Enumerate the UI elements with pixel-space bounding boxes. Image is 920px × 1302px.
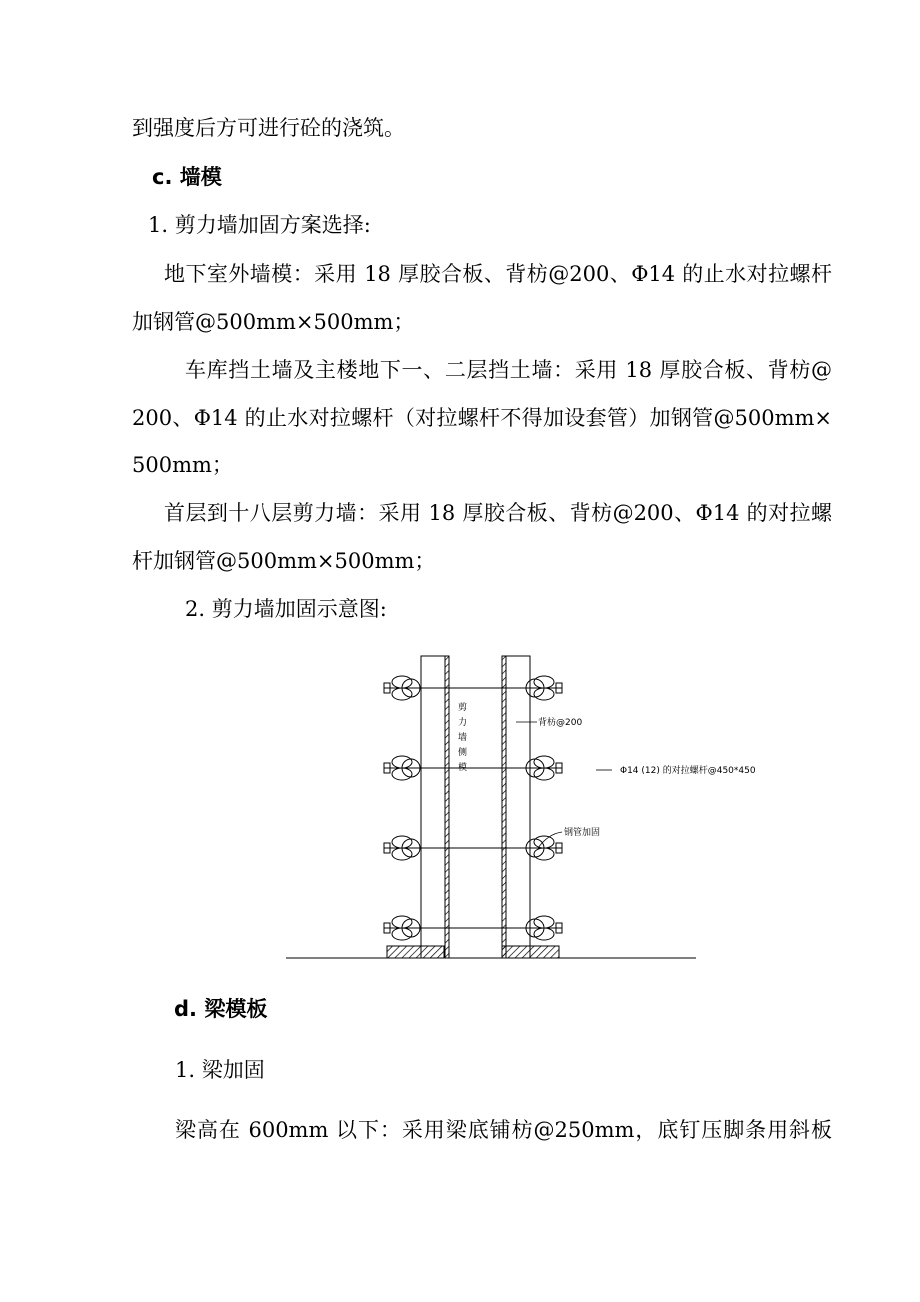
paragraph-floors-line2: 杆加钢管@500mm×500mm；	[132, 549, 436, 573]
tie-rod-row-3	[384, 836, 562, 860]
svg-text:剪: 剪	[458, 703, 468, 713]
paragraph-garage-line1: 车库挡土墙及主楼地下一、二层挡土墙：采用 18 厚胶合板、背枋@	[185, 358, 832, 382]
paragraph-garage-line3: 500mm；	[132, 453, 233, 477]
svg-text:模: 模	[458, 763, 468, 773]
label-tie-rod: Φ14 (12) 的对拉螺杆@450*450	[620, 766, 756, 776]
svg-text:墙: 墙	[458, 733, 468, 743]
paragraph-floors-line1: 首层到十八层剪力墙：采用 18 厚胶合板、背枋@200、Φ14 的对拉螺	[164, 501, 832, 525]
paragraph-beam-line1: 梁高在 600mm 以下：采用梁底铺枋@250mm，底钉压脚条用斜板	[175, 1118, 832, 1142]
section-heading-c: c. 墙模	[152, 165, 222, 189]
tie-rod-row-2	[384, 756, 562, 780]
list-item-1: 1. 剪力墙加固方案选择:	[148, 213, 371, 237]
left-plywood	[445, 656, 449, 958]
svg-text:力: 力	[458, 718, 468, 728]
shear-wall-diagram	[280, 648, 760, 968]
wall-label	[458, 701, 467, 773]
list-item-2: 2. 剪力墙加固示意图:	[185, 597, 387, 621]
svg-text:侧: 侧	[458, 748, 468, 758]
paragraph-continuation: 到强度后方可进行砼的浇筑。	[132, 116, 405, 140]
list-item-d1: 1. 梁加固	[175, 1058, 265, 1082]
section-heading-d: d. 梁模板	[174, 997, 268, 1021]
left-base-block	[387, 946, 444, 958]
right-base-block	[502, 946, 559, 958]
paragraph-basement-line2: 加钢管@500mm×500mm；	[132, 310, 415, 334]
left-formwork-panel	[421, 656, 445, 958]
tie-rod-row-4	[384, 916, 562, 940]
paragraph-basement-line1: 地下室外墙模：采用 18 厚胶合板、背枋@200、Φ14 的止水对拉螺杆	[164, 262, 832, 286]
label-steel-pipe: 钢管加固	[564, 828, 601, 838]
right-plywood	[502, 656, 506, 958]
tie-rod-row-1	[384, 676, 562, 700]
right-formwork-panel	[506, 656, 530, 958]
paragraph-garage-line2: 200、Φ14 的止水对拉螺杆（对拉螺杆不得加设套管）加钢管@500mm×	[132, 406, 832, 430]
label-backing: 背枋@200	[538, 718, 583, 728]
